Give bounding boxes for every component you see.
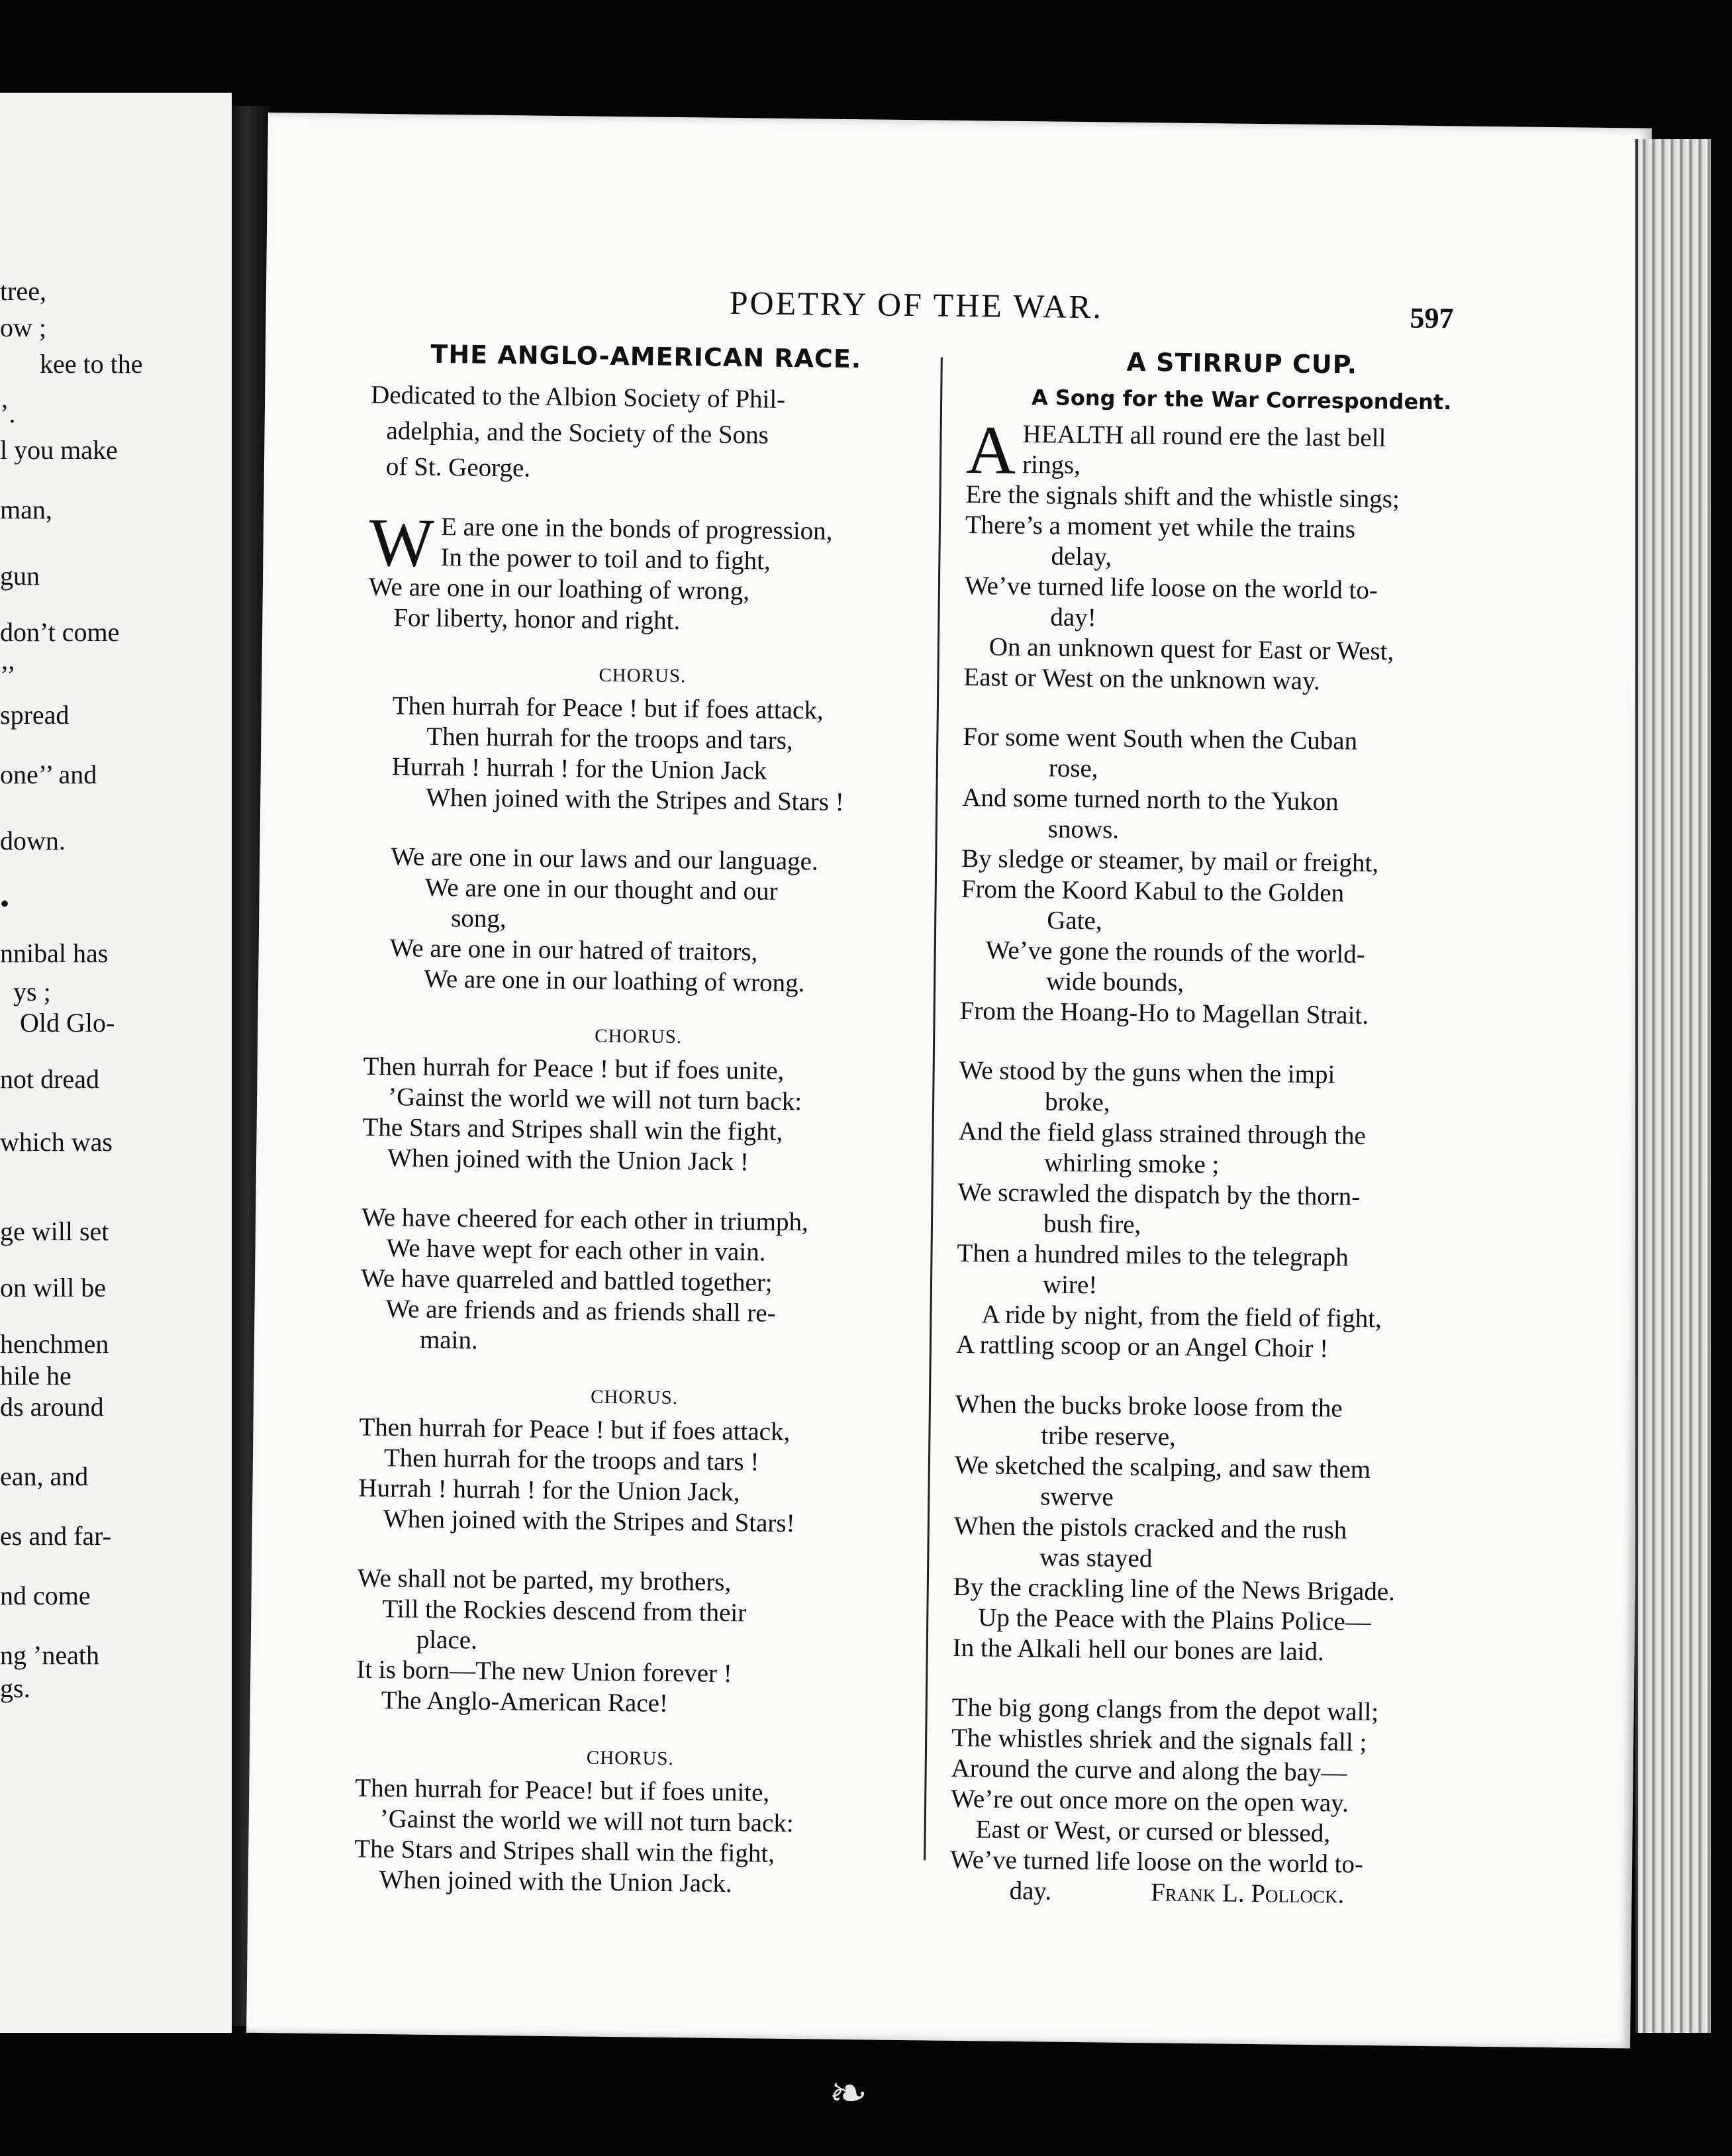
- chorus-label: CHORUS.: [595, 1025, 683, 1048]
- verse-line: We’ve gone the rounds of the world-: [985, 936, 1365, 969]
- previous-page-text-fragment: gun: [0, 561, 40, 591]
- verse-line: A rattling scoop or an Angel Choir !: [955, 1330, 1329, 1363]
- verse-line: wide bounds,: [1045, 967, 1184, 997]
- chorus: [358, 1384, 910, 1540]
- verse-line: When joined with the Stripes and Stars!: [383, 1504, 795, 1538]
- chorus: [354, 1745, 905, 1901]
- verse-line: We are one in our laws and our language.: [391, 842, 819, 876]
- verse-line: was stayed: [1039, 1543, 1153, 1573]
- previous-page-text-fragment: man,: [0, 495, 52, 524]
- verse-line: When joined with the Stripes and Stars !: [426, 783, 844, 816]
- previous-page-text-fragment: ean, and: [0, 1461, 89, 1491]
- poem-subtitle: A Song for the War Correspondent.: [1031, 385, 1452, 415]
- dedication-line: adelphia, and the Society of the Sons: [386, 416, 769, 450]
- verse-line: We have quarreled and battled together;: [360, 1263, 773, 1297]
- previous-page-text-fragment: on will be: [0, 1273, 106, 1302]
- verse-line: For some went South when the Cuban: [963, 722, 1358, 756]
- poem-title: THE ANGLO-AMERICAN RACE.: [430, 339, 862, 374]
- verse-line: East or West, or cursed or blessed,: [975, 1815, 1331, 1848]
- scan-mark-icon: ❧: [829, 2069, 868, 2120]
- running-head: POETRY OF THE WAR.: [729, 283, 1104, 326]
- verse-line: On an unknown quest for East or West,: [988, 632, 1394, 666]
- verse-line: In the power to toil and to fight,: [440, 543, 771, 575]
- book-page: [246, 113, 1652, 2049]
- verse-line: We have wept for each other in vain.: [386, 1234, 766, 1267]
- verse-line: When joined with the Union Jack.: [379, 1865, 732, 1898]
- previous-page-text-fragment: nnibal has: [0, 938, 109, 968]
- verse-line: When joined with the Union Jack !: [387, 1144, 749, 1177]
- previous-page-text-fragment: tree,: [0, 276, 46, 306]
- verse-line: There’s a moment yet while the trains: [965, 510, 1356, 544]
- previous-page-text-fragment: ’.: [0, 399, 16, 428]
- previous-page-text-fragment: down.: [0, 826, 66, 856]
- chorus: [366, 662, 918, 818]
- verse-line: E are one in the bonds of progression,: [440, 513, 833, 546]
- verse-line: Then hurrah for Peace ! but if foes unite,: [363, 1052, 785, 1085]
- poem-stirrup-cup: [949, 346, 1517, 1941]
- verse-line: day!: [1050, 603, 1096, 632]
- verse-line: And the field glass strained through the: [958, 1116, 1367, 1150]
- chorus-label: CHORUS.: [586, 1747, 674, 1770]
- verse-line: Then hurrah for Peace ! but if foes attack,: [359, 1412, 791, 1447]
- verse-line: song,: [450, 904, 506, 934]
- stanza: [360, 1202, 912, 1361]
- drop-cap: A: [965, 411, 1017, 489]
- stanza: [356, 1563, 908, 1722]
- previous-page-text-fragment: not dread: [0, 1064, 99, 1094]
- stanza: [959, 722, 1512, 1032]
- verse-line: ’Gainst the world we will not turn back:: [379, 1804, 794, 1838]
- previous-page-text-fragment: don’t come: [0, 617, 120, 647]
- verse-line: The Anglo-American Race!: [381, 1686, 669, 1718]
- verse-line: From the Koord Kabul to the Golden: [961, 874, 1345, 908]
- verse-line: broke,: [1044, 1087, 1110, 1117]
- verse-line: We are one in our hatred of traitors,: [389, 934, 758, 967]
- verse-line-with-signature: [949, 1875, 1499, 1912]
- verse-line: wire!: [1042, 1270, 1098, 1300]
- previous-page-text-fragment: nd come: [0, 1581, 91, 1610]
- verse-line: We are one in our loathing of wrong.: [423, 964, 805, 998]
- verse-line: rose,: [1048, 754, 1098, 783]
- verse-line: From the Hoang-Ho to Magellan Strait.: [959, 996, 1369, 1030]
- verse-line: A ride by night, from the field of fight,: [981, 1300, 1382, 1334]
- verse-line: main.: [419, 1325, 478, 1355]
- verse-line: Then hurrah for Peace! but if foes unite,: [355, 1773, 770, 1807]
- verse-line: When the bucks broke loose from the: [955, 1389, 1343, 1423]
- previous-page-text-fragment: es and far-: [0, 1521, 111, 1551]
- author-signature: Frank L. Pollock.: [1150, 1878, 1345, 1909]
- verse-line: tribe reserve,: [1041, 1421, 1177, 1451]
- verse-line: We’re out once more on the open way.: [950, 1784, 1349, 1818]
- poem-dedication: [370, 377, 921, 491]
- stanza: [956, 1055, 1509, 1366]
- chorus-label: CHORUS.: [599, 664, 687, 687]
- previous-page-text-fragment: ds around: [0, 1392, 104, 1422]
- verse-line: The big gong clangs from the depot wall;: [951, 1692, 1379, 1727]
- verse-line: In the Alkali hell our bones are laid.: [952, 1633, 1324, 1667]
- stanza: [949, 1692, 1502, 1912]
- verse-line: day.: [1009, 1876, 1052, 1906]
- verse-line: Till the Rockies descend from their: [382, 1594, 747, 1628]
- verse-line: Hurrah ! hurrah ! for the Union Jack: [391, 752, 767, 785]
- verse-line: The whistles shriek and the signals fall ;: [951, 1723, 1367, 1757]
- verse-line: We are one in our loathing of wrong,: [368, 572, 750, 606]
- verse-line: ’Gainst the world we will not turn back:: [387, 1083, 802, 1116]
- verse-line: The Stars and Stripes shall win the fight,: [354, 1834, 775, 1868]
- verse-line: Ere the signals shift and the whistle sings;: [965, 479, 1400, 514]
- previous-page-text-fragment: which was: [0, 1127, 113, 1157]
- previous-page-text-fragment: •: [0, 889, 10, 918]
- previous-page-text-fragment: spread: [0, 700, 70, 730]
- drop-cap: W: [368, 504, 435, 581]
- verse-line: We scrawled the dispatch by the thorn-: [957, 1177, 1361, 1211]
- verse-line: By sledge or steamer, by mail or freight,: [961, 844, 1379, 878]
- verse-line: We have cheered for each other in triumph,: [361, 1202, 809, 1237]
- verse-line: Gate,: [1046, 906, 1102, 936]
- verse-line: For liberty, honor and right.: [393, 603, 681, 636]
- verse-line: It is born—The new Union forever !: [356, 1655, 733, 1689]
- verse-line: Then a hundred miles to the telegraph: [957, 1238, 1349, 1272]
- verse-line: Then hurrah for the troops and tars,: [426, 722, 793, 756]
- verse-line: Up the Peace with the Plains Police—: [978, 1603, 1372, 1637]
- verse-line: And some turned north to the Yukon: [962, 783, 1339, 816]
- page-edges: [1635, 139, 1711, 2033]
- previous-page-text-fragment: gs.: [0, 1673, 30, 1703]
- verse-line: We’ve turned life loose on the world to-: [964, 571, 1378, 605]
- previous-page-text-fragment: one’’ and: [0, 760, 97, 789]
- verse-line: Hurrah ! hurrah ! for the Union Jack,: [358, 1473, 740, 1507]
- previous-page-text-fragment: ’’: [0, 660, 16, 690]
- dedication-line: Dedicated to the Albion Society of Phil-: [370, 380, 786, 414]
- poem-anglo-american-race: [354, 339, 921, 1930]
- previous-page-text-fragment: ng ’neath: [0, 1640, 99, 1670]
- stanza: [952, 1389, 1505, 1669]
- previous-page-text-fragment: l you make: [0, 435, 118, 465]
- verse-line: We are one in our thought and our: [424, 873, 778, 906]
- stanza: [368, 504, 919, 639]
- previous-page-text-fragment: kee to the: [40, 349, 143, 379]
- previous-page-text-fragment: ge will set: [0, 1216, 109, 1246]
- verse-line: Then hurrah for Peace ! but if foes attack,: [392, 691, 824, 725]
- chorus-label: CHORUS.: [590, 1386, 679, 1409]
- verse-line: Then hurrah for the troops and tars !: [383, 1444, 759, 1477]
- dedication-line: of St. George.: [385, 452, 531, 483]
- verse-line: By the crackling line of the News Brigade.: [953, 1572, 1396, 1606]
- verse-line: We’ve turned life loose on the world to-: [949, 1845, 1364, 1879]
- poem-title: A STIRRUP CUP.: [1126, 347, 1358, 379]
- previous-page-text-fragment: Old Glo-: [20, 1008, 115, 1038]
- previous-page-fragment: [0, 93, 232, 2033]
- previous-page-text-fragment: ys ;: [13, 977, 51, 1006]
- verse-line: whirling smoke ;: [1043, 1148, 1220, 1179]
- previous-page-text-fragment: henchmen: [0, 1329, 109, 1359]
- verse-line: swerve: [1040, 1482, 1114, 1512]
- verse-line: We shall not be parted, my brothers,: [357, 1563, 732, 1597]
- previous-page-text-fragment: ow ;: [0, 313, 46, 342]
- chorus: [362, 1023, 914, 1179]
- verse-line: We sketched the scalping, and saw them: [954, 1450, 1371, 1485]
- stanza: [364, 842, 916, 1000]
- verse-line: place.: [416, 1625, 478, 1655]
- verse-line: bush fire,: [1043, 1209, 1141, 1240]
- verse-line: When the pistols cracked and the rush: [953, 1511, 1347, 1545]
- previous-page-text-fragment: hile he: [0, 1361, 72, 1391]
- stanza: [963, 411, 1516, 699]
- verse-line: rings,: [1022, 450, 1081, 479]
- verse-line: HEALTH all round ere the last bell: [1022, 419, 1386, 453]
- column-divider: [924, 358, 943, 1861]
- verse-line: The Stars and Stripes shall win the fight,: [362, 1112, 783, 1146]
- verse-line: delay,: [1051, 542, 1112, 571]
- verse-line: We are friends and as friends shall re-: [385, 1295, 776, 1328]
- page-number: 597: [1410, 301, 1454, 335]
- verse-line: We stood by the guns when the impi: [959, 1055, 1335, 1089]
- verse-line: Around the curve and along the bay—: [951, 1753, 1347, 1787]
- verse-line: snows.: [1047, 814, 1120, 844]
- verse-line: East or West on the unknown way.: [963, 662, 1321, 696]
